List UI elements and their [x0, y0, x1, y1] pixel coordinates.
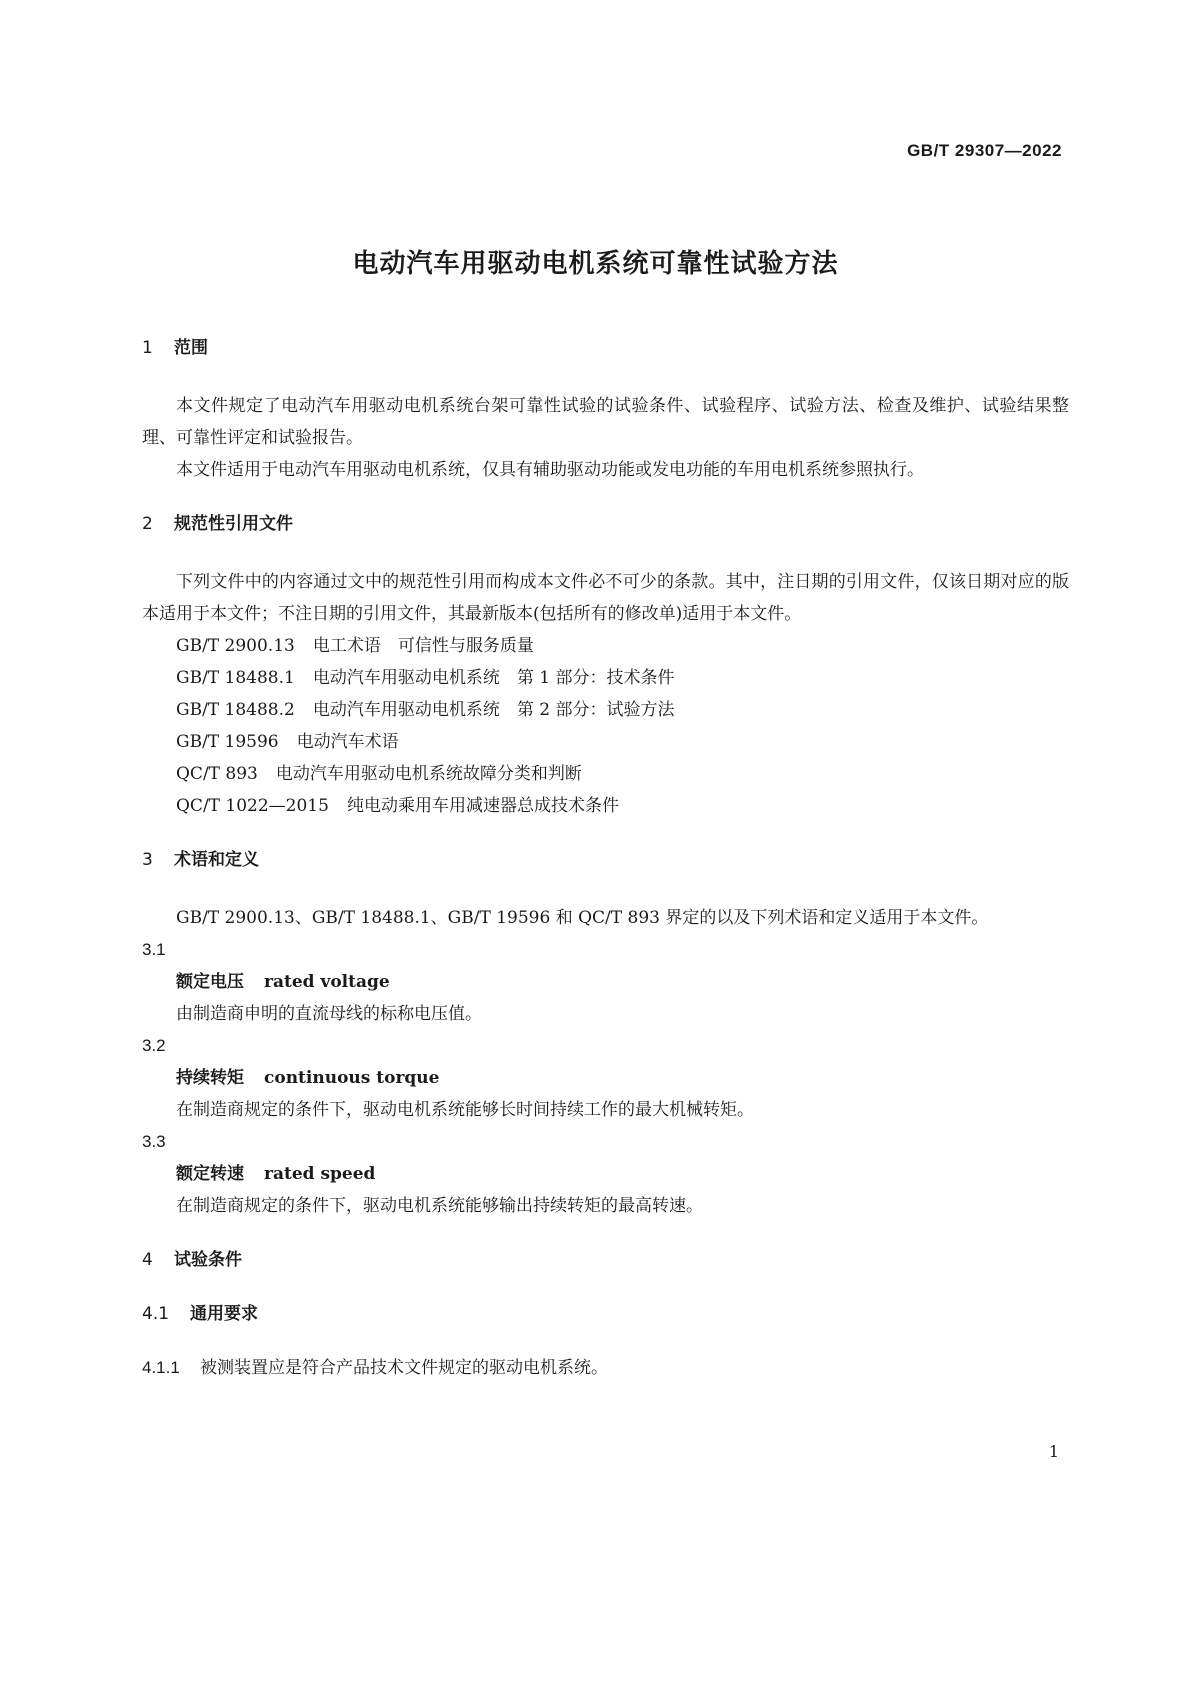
subsection-title: 通用要求 [190, 1304, 258, 1324]
reference-item [142, 662, 1069, 694]
clause-4-1-1 [142, 1352, 1069, 1384]
clause-text: 被测装置应是符合产品技术文件规定的驱动电机系统。 [200, 1358, 608, 1378]
reference-title: 电动汽车用驱动电机系统 第 1 部分：技术条件 [312, 668, 675, 688]
term-number: 3.1 [142, 940, 166, 959]
reference-title: 纯电动乘用车用减速器总成技术条件 [346, 796, 619, 816]
document-body [142, 336, 1069, 1384]
page-number: 1 [1048, 1442, 1059, 1461]
standard-code: GB/T 29307—2022 [907, 141, 1062, 160]
section-3-heading [142, 848, 1069, 872]
term-name [142, 966, 1069, 998]
paragraph: 下列文件中的内容通过文中的规范性引用而构成本文件必不可少的条款。其中，注日期的引用文件，仅该日期对应的版本适用于本文件；不注日期的引用文件，其最新版本(包括所有的修改单)适用于本文件。 [142, 572, 1069, 624]
section-number: 4 [142, 1250, 153, 1270]
term-number: 3.2 [142, 1036, 166, 1055]
paragraph: 本文件规定了电动汽车用驱动电机系统台架可靠性试验的试验条件、试验程序、试验方法、检查及维护、试验结果整理、可靠性评定和试验报告。 [142, 396, 1069, 448]
document-title: 电动汽车用驱动电机系统可靠性试验方法 [352, 249, 839, 279]
reference-item [142, 630, 1069, 662]
term-name [142, 1158, 1069, 1190]
section-title: 范围 [174, 338, 208, 358]
term-name [142, 1062, 1069, 1094]
term-number: 3.3 [142, 1132, 166, 1151]
reference-code: GB/T 18488.2 [176, 700, 295, 720]
reference-code: GB/T 2900.13 [176, 636, 295, 656]
term-name-zh: 额定转速 [176, 1164, 244, 1184]
reference-code: GB/T 18488.1 [176, 668, 295, 688]
subsection-4-1-heading [142, 1302, 1069, 1326]
section-title: 术语和定义 [174, 850, 259, 870]
reference-item [142, 790, 1069, 822]
reference-item [142, 694, 1069, 726]
reference-code: QC/T 893 [176, 764, 258, 784]
reference-code: QC/T 1022—2015 [176, 796, 329, 816]
term-name-en: continuous torque [264, 1068, 440, 1088]
section-title: 试验条件 [174, 1250, 242, 1270]
subsection-number: 4.1 [142, 1304, 170, 1324]
term-definition: 在制造商规定的条件下，驱动电机系统能够长时间持续工作的最大机械转矩。 [176, 1100, 754, 1120]
section-number: 3 [142, 850, 153, 870]
term-name-zh: 额定电压 [176, 972, 244, 992]
term-definition: 在制造商规定的条件下，驱动电机系统能够输出持续转矩的最高转速。 [176, 1196, 703, 1216]
section-number: 1 [142, 338, 153, 358]
section-2-heading [142, 512, 1069, 536]
term-name-en: rated speed [264, 1164, 376, 1184]
reference-title: 电工术语 可信性与服务质量 [312, 636, 534, 656]
clause-number: 4.1.1 [142, 1358, 180, 1377]
paragraph: GB/T 2900.13、GB/T 18488.1、GB/T 19596 和 QC/T 893 界定的以及下列术语和定义适用于本文件。 [176, 908, 989, 928]
section-title: 规范性引用文件 [174, 514, 293, 534]
paragraph: 本文件适用于电动汽车用驱动电机系统，仅具有辅助驱动功能或发电功能的车用电机系统参照执行。 [176, 460, 924, 480]
term-name-zh: 持续转矩 [176, 1068, 244, 1088]
reference-title: 电动汽车用驱动电机系统 第 2 部分：试验方法 [312, 700, 675, 720]
term-name-en: rated voltage [264, 972, 390, 992]
reference-code: GB/T 19596 [176, 732, 279, 752]
term-definition: 由制造商申明的直流母线的标称电压值。 [176, 1004, 482, 1024]
section-1-heading [142, 336, 1069, 360]
reference-title: 电动汽车用驱动电机系统故障分类和判断 [275, 764, 582, 784]
reference-title: 电动汽车术语 [296, 732, 399, 752]
section-number: 2 [142, 514, 153, 534]
section-4-heading [142, 1248, 1069, 1272]
reference-item [142, 726, 1069, 758]
reference-item [142, 758, 1069, 790]
